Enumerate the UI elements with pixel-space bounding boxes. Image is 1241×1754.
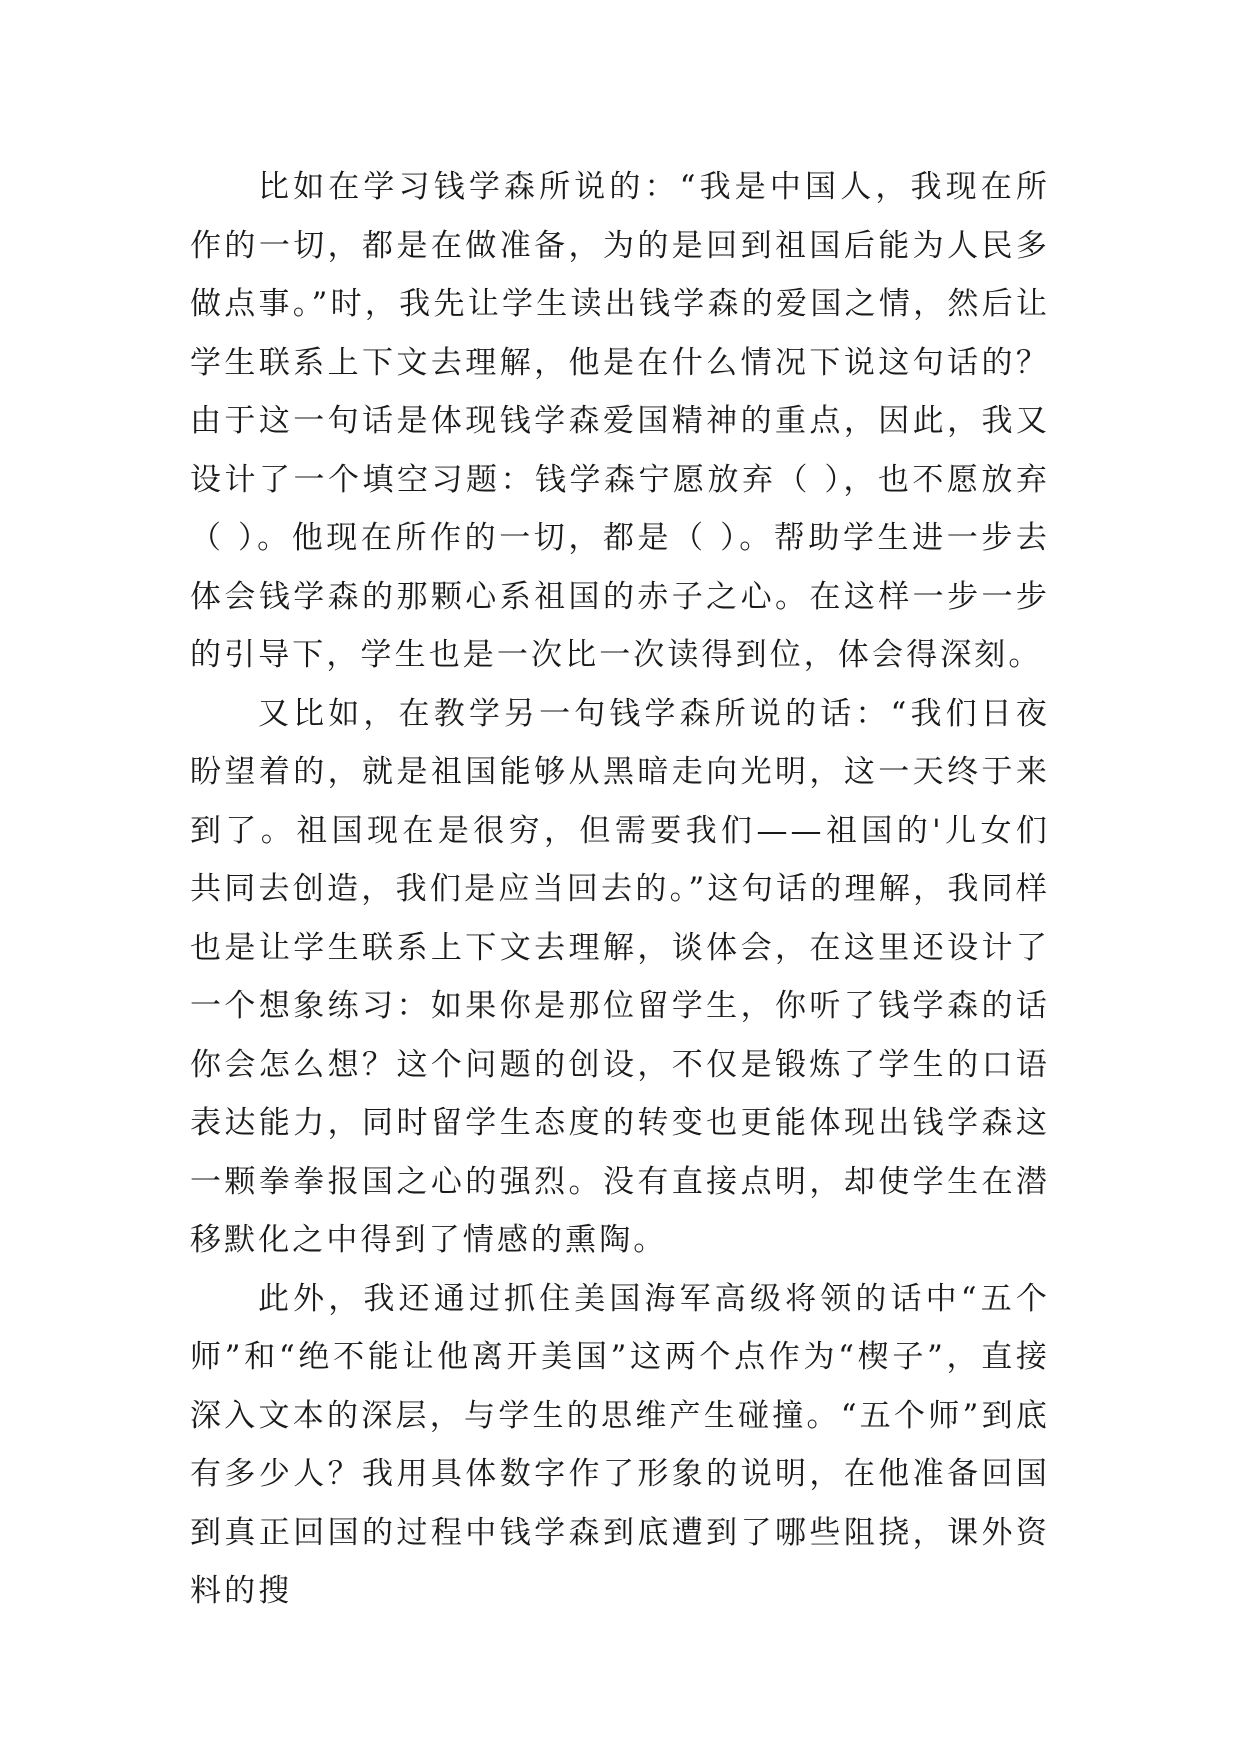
paragraph-3: 此外，我还通过抓住美国海军高级将领的话中“五个师”和“绝不能让他离开美国”这两个点作为“楔子”，直接深入文本的深层，与学生的思维产生碰撞。“五个师”到底有多少人？我用具体数字作了形象的说明，在他准备回国到真正回国的过程中钱学森到底遭到了哪些阻挠，课外资料的搜 (190, 1280, 1050, 1609)
paragraph-1: 比如在学习钱学森所说的：“我是中国人，我现在所作的一切，都是在做准备，为的是回到祖国后能为人民多做点事。”时，我先让学生读出钱学森的爱国之情，然后让学生联系上下文去理解，他是在什么情况下说这句话的？由于这一句话是体现钱学森爱国精神的重点，因此，我又设计了一个填空习题：钱学森宁愿放弃（ ），也不愿放弃（ ）。他现在所作的一切，都是（ ）。帮助学生进一步去体会钱学森的那颗心系祖国的赤子之心。在这样一步一步的引导下，学生也是一次比一次读得到位，体会得深刻。 (190, 169, 1050, 673)
paragraph-2: 又比如，在教学另一句钱学森所说的话：“我们日夜盼望着的，就是祖国能够从黑暗走向光明，这一天终于来到了。祖国现在是很穷，但需要我们——祖国的'儿女们共同去创造，我们是应当回去的。”这句话的理解，我同样也是让学生联系上下文去理解，谈体会，在这里还设计了一个想象练习：如果你是那位留学生，你听了钱学森的话你会怎么想？这个问题的创设，不仅是锻炼了学生的口语表达能力，同时留学生态度的转变也更能体现出钱学森这一颗拳拳报国之心的强烈。没有直接点明，却使学生在潜移默化之中得到了情感的熏陶。 (190, 695, 1050, 1258)
document-body (190, 158, 1050, 1621)
